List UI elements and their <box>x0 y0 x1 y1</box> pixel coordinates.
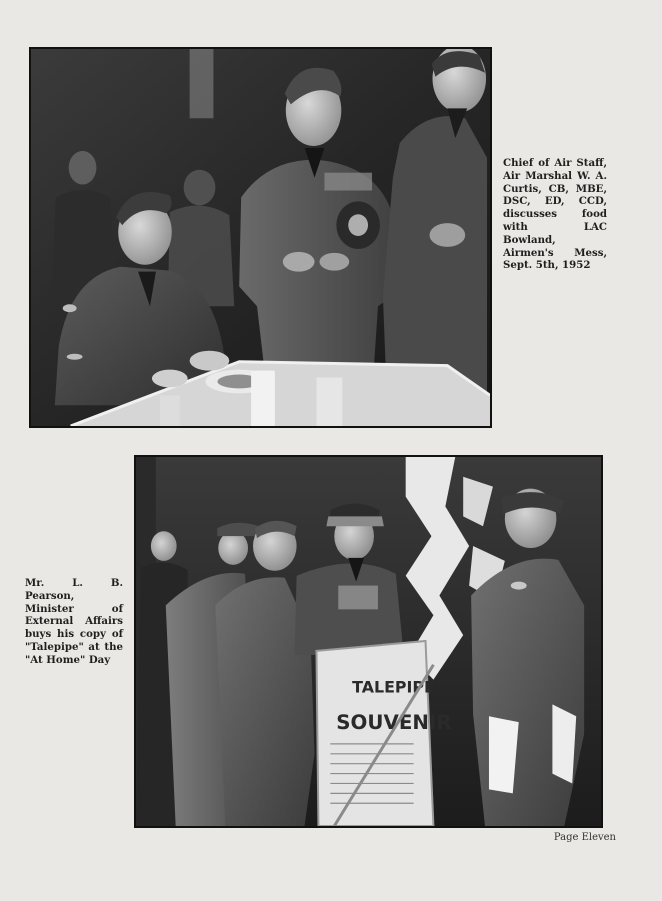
caption-pearson: Mr. L. B. Pearson, Minister of External Affairs buys his copy of "Talepipe" at the "At Home" Day <box>25 577 123 666</box>
page-number: Page Eleven <box>553 832 616 843</box>
stand-subtitle: SOUVENIR <box>336 711 452 735</box>
photo-pearson-talepipe <box>134 455 603 828</box>
photo-top-image <box>31 49 490 426</box>
photo-air-marshal-mess <box>29 47 492 428</box>
stand-title: TALEPIPE <box>352 677 435 697</box>
photo-bottom-image <box>136 457 601 826</box>
caption-air-marshal: Chief of Air Staff, Air Marshal W. A. Curtis, CB, MBE, DSC, ED, CCD, discusses food with LAC Bowland, Airmen's Mess, Sept. 5th, 1952 <box>503 157 607 272</box>
